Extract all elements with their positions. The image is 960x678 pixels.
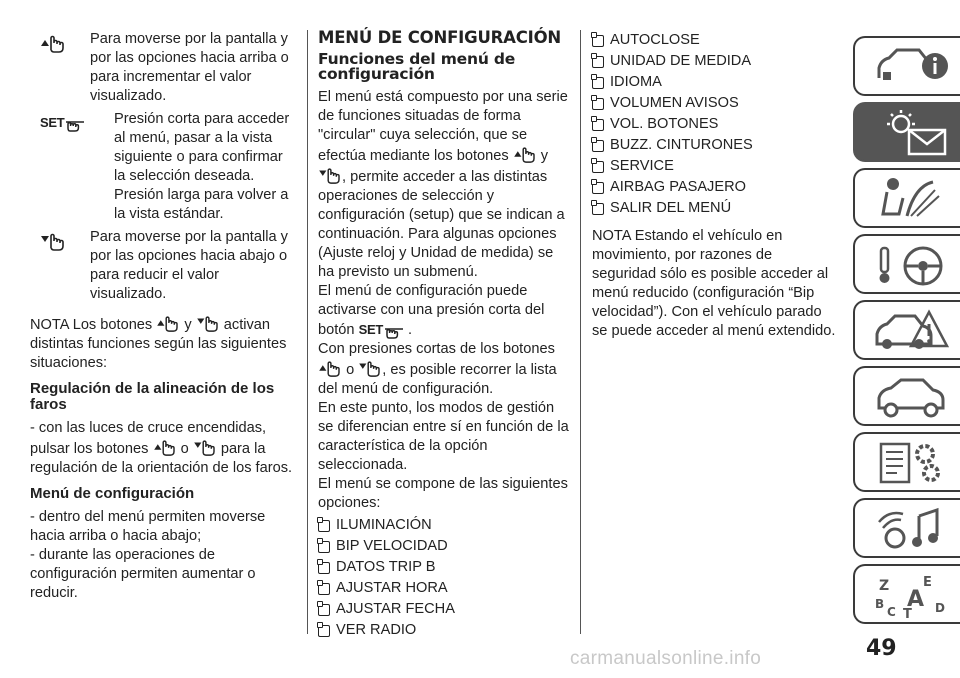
column-1 bbox=[30, 30, 296, 610]
intro-paragraph: El menú está compuesto por una serie de funciones situadas de forma "circular" cuya selección, que se efectúa mediante los botones y , permite acceder a las distintas operaciones de selección y configuración (setup) que se indican a continuación. Para algunas opciones (Ajuste reloj y Unidad de medida) se ha previsto un submenú. bbox=[318, 89, 568, 280]
car-side-icon bbox=[873, 374, 953, 420]
column-divider bbox=[580, 30, 581, 634]
tab-seat-safety[interactable] bbox=[853, 168, 960, 228]
down-button-icon bbox=[196, 314, 220, 332]
down-button-icon bbox=[193, 438, 217, 456]
up-button-icon bbox=[513, 145, 537, 163]
bullet-icon bbox=[592, 203, 604, 215]
menu-option bbox=[592, 114, 837, 135]
bullet-icon bbox=[592, 35, 604, 47]
bullet-icon bbox=[592, 161, 604, 173]
menu-option bbox=[592, 72, 837, 93]
column-divider bbox=[307, 30, 308, 634]
options-intro: El menú se compone de las siguientes opciones: bbox=[318, 476, 568, 511]
nota-buttons: NOTA Los botones y activan distintas funciones según las siguientes situaciones: bbox=[30, 314, 296, 373]
bullet-icon bbox=[592, 140, 604, 152]
section-subtitle: Funciones del menú de configuración bbox=[318, 50, 516, 83]
car-info-icon bbox=[873, 44, 953, 90]
menu-option-label: SERVICE bbox=[610, 158, 674, 174]
set-key-text: Presión corta para acceder al menú, pasar a la vista siguiente o para confirmar la selección deseada. Presión larga para volver a la vista estándar. bbox=[114, 111, 290, 222]
maintenance-icon bbox=[873, 440, 953, 486]
bullet-icon bbox=[592, 119, 604, 131]
tab-multimedia[interactable] bbox=[853, 498, 960, 558]
set-button-icon: SET bbox=[359, 320, 404, 339]
down-button-icon bbox=[40, 231, 66, 257]
menu-option-label: BUZZ. CINTURONES bbox=[610, 137, 753, 153]
menu-option-label: AJUSTAR HORA bbox=[336, 580, 448, 596]
column-3 bbox=[592, 30, 837, 348]
car-emergency-icon bbox=[873, 308, 953, 354]
menu-option bbox=[592, 93, 837, 114]
up-button-icon bbox=[153, 438, 177, 456]
menu-option-label: AIRBAG PASAJERO bbox=[610, 179, 746, 195]
menu-option-label: AUTOCLOSE bbox=[610, 32, 700, 48]
bullet-icon bbox=[318, 604, 330, 616]
tab-car-emergency[interactable] bbox=[853, 300, 960, 360]
menu-option-label: UNIDAD DE MEDIDA bbox=[610, 53, 752, 69]
set-button-icon: SET bbox=[40, 113, 85, 132]
menu-option-label: SALIR DEL MENÚ bbox=[610, 200, 732, 216]
svg-text:C: C bbox=[887, 605, 896, 618]
menu-option bbox=[592, 30, 837, 51]
tab-car-info[interactable] bbox=[853, 36, 960, 96]
bullet-icon bbox=[318, 625, 330, 637]
menu-option bbox=[318, 599, 573, 620]
menu-option-label: VER RADIO bbox=[336, 622, 417, 638]
bullet-icon bbox=[592, 56, 604, 68]
multimedia-icon bbox=[873, 506, 953, 552]
menu-option bbox=[592, 135, 837, 156]
options-list-1 bbox=[318, 515, 573, 641]
menu-option bbox=[592, 156, 837, 177]
faros-text: - con las luces de cruce encendidas, pulsar los botones o para la regulación de la orientación de los faros. bbox=[30, 420, 293, 476]
menu-option-label: AJUSTAR FECHA bbox=[336, 601, 455, 617]
column-2 bbox=[318, 30, 573, 649]
tab-maintenance[interactable] bbox=[853, 432, 960, 492]
menu-text-2: - durante las operaciones de configuración permiten aumentar o reducir. bbox=[30, 547, 256, 601]
menu-option-label: VOL. BOTONES bbox=[610, 116, 719, 132]
up-button-icon bbox=[40, 33, 66, 59]
watermark: carmanualsonline.info bbox=[570, 648, 762, 669]
down-button-icon bbox=[358, 359, 382, 377]
activation-paragraph: El menú de configuración puede activarse con una presión corta del botón SET . bbox=[318, 283, 545, 338]
navigation-paragraph: Con presiones cortas de los botones o , es posible recorrer la lista del menú de configuración. bbox=[318, 341, 557, 397]
tab-steering-start[interactable] bbox=[853, 234, 960, 294]
tab-alphabetical-index[interactable] bbox=[853, 564, 960, 624]
seat-safety-icon bbox=[873, 176, 953, 222]
up-button-icon bbox=[318, 359, 342, 377]
menu-option bbox=[592, 177, 837, 198]
bullet-icon bbox=[318, 520, 330, 532]
bullet-icon bbox=[592, 77, 604, 89]
warning-lights-icon bbox=[873, 110, 953, 156]
bullet-icon bbox=[318, 562, 330, 574]
menu-option-label: DATOS TRIP B bbox=[336, 559, 436, 575]
tab-warning-lights[interactable] bbox=[853, 102, 960, 162]
down-key-text: Para moverse por la pantalla y por las opciones hacia abajo o para reducir el valor visualizado. bbox=[90, 229, 288, 302]
svg-text:Z: Z bbox=[879, 578, 890, 594]
menu-option bbox=[318, 620, 573, 641]
set-key-row bbox=[30, 110, 296, 224]
svg-text:B: B bbox=[875, 597, 885, 611]
bullet-icon bbox=[318, 541, 330, 553]
menu-option bbox=[318, 578, 573, 599]
svg-text:D: D bbox=[935, 601, 945, 615]
menu-option-label: IDIOMA bbox=[610, 74, 662, 90]
management-paragraph: En este punto, los modos de gestión se diferencian entre sí en función de la característica de la opción seleccionada. bbox=[318, 400, 569, 473]
svg-text:A: A bbox=[907, 587, 925, 612]
menu-option bbox=[592, 198, 837, 219]
heading-faros: Regulación de la alineación de los faros bbox=[30, 380, 275, 413]
page-number: 49 bbox=[866, 636, 897, 661]
bullet-icon bbox=[592, 182, 604, 194]
bullet-icon bbox=[318, 583, 330, 595]
tab-car-side[interactable] bbox=[853, 366, 960, 426]
svg-text:T: T bbox=[903, 607, 912, 618]
down-button-icon bbox=[318, 166, 342, 184]
menu-option bbox=[318, 557, 573, 578]
up-button-icon bbox=[156, 314, 180, 332]
section-title: MENÚ DE CONFIGURACIÓN bbox=[318, 28, 562, 47]
options-list-2 bbox=[592, 30, 837, 219]
nota-vehicle-moving: NOTA Estando el vehículo en movimiento, por razones de seguridad sólo es posible acceder al menú reducido (configuración “Bip velocidad”). Con el vehículo parado se puede acceder al menú extendido. bbox=[592, 228, 836, 339]
menu-option-label: BIP VELOCIDAD bbox=[336, 538, 448, 554]
menu-option bbox=[592, 51, 837, 72]
svg-text:E: E bbox=[923, 575, 932, 590]
bullet-icon bbox=[592, 98, 604, 110]
menu-option-label: ILUMINACIÓN bbox=[336, 517, 432, 533]
up-key-text: Para moverse por la pantalla y por las opciones hacia arriba o para incrementar el valor visualizado. bbox=[90, 31, 289, 104]
down-key-row bbox=[30, 228, 296, 304]
steering-start-icon bbox=[873, 242, 953, 288]
alphabetical-index-icon bbox=[873, 572, 953, 618]
heading-menu-configuracion: Menú de configuración bbox=[30, 485, 195, 502]
up-key-row bbox=[30, 30, 296, 106]
menu-option bbox=[318, 536, 573, 557]
menu-option bbox=[318, 515, 573, 536]
menu-option-label: VOLUMEN AVISOS bbox=[610, 95, 739, 111]
menu-text-1: - dentro del menú permiten moverse hacia arriba o hacia abajo; bbox=[30, 509, 266, 544]
